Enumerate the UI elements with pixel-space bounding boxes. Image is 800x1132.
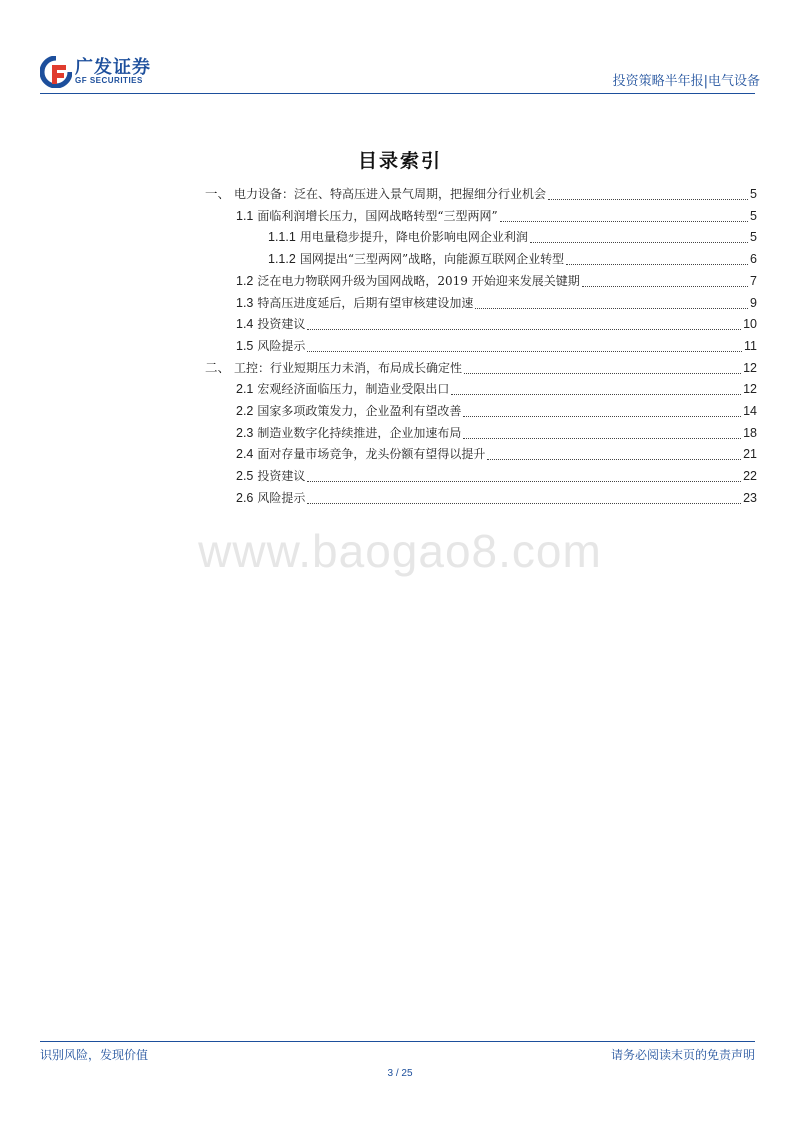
toc-entry-page: 6: [750, 252, 757, 267]
toc-entry-label: 国家多项政策发力，企业盈利有望改善: [257, 404, 462, 418]
toc-entry-page: 11: [744, 338, 757, 353]
toc-entry-label: 制造业数字化持续推进，企业加速布局: [257, 425, 462, 440]
toc-leader-dots: [463, 425, 741, 439]
toc-entry-number: 2.5: [236, 469, 254, 484]
toc-entry-label: 工控：行业短期压力未消，布局成长确定性: [234, 360, 463, 375]
toc-leader-dots: [463, 403, 741, 417]
toc-entry-number: 2.1: [236, 382, 254, 397]
toc-entry-page: 5: [750, 230, 757, 245]
toc-entry[interactable]: [236, 423, 757, 443]
toc-leader-dots: [464, 360, 741, 374]
report-type-label: 投资策略半年报|电气设备: [612, 74, 760, 89]
toc-entry-number: 1.3: [236, 295, 254, 310]
logo-text-cn: 广发证券: [75, 57, 151, 78]
toc-leader-dots: [475, 295, 748, 309]
toc-entry-label: 特高压进度延后，后期有望审核建设加速: [257, 295, 474, 310]
toc-entry-label: 宏观经济面临压力，制造业受限出口: [257, 382, 450, 397]
toc-entry-label: 面对存量市场竞争，龙头份额有望得以提升: [257, 447, 486, 462]
toc-entry[interactable]: [236, 444, 757, 464]
toc-entry-page: 7: [750, 273, 757, 288]
toc-entry-label: 投资建议: [257, 469, 306, 484]
toc-entry-page: 21: [743, 447, 757, 462]
toc-entry-number: 1.1: [236, 208, 254, 223]
toc-entry-page: 9: [750, 295, 757, 310]
toc-entry[interactable]: [236, 271, 757, 291]
toc-entry[interactable]: [236, 293, 757, 313]
toc-entry-label: 电力设备：泛在、特高压进入景气周期，把握细分行业机会: [234, 187, 547, 201]
toc-entry-number: 1.2: [236, 273, 254, 288]
toc-entry-page: 12: [743, 360, 757, 375]
toc-entry-number: 2.6: [236, 490, 254, 505]
toc-entry-label: 风险提示: [257, 338, 306, 353]
toc-entry-number: 1.4: [236, 317, 254, 332]
toc-leader-dots: [487, 446, 741, 460]
toc-entry[interactable]: [205, 184, 757, 204]
toc-leader-dots: [500, 208, 748, 222]
toc-entry[interactable]: [236, 336, 757, 356]
toc-entry-page: 23: [743, 490, 757, 505]
toc-entry-page: 18: [743, 425, 757, 440]
toc-entry[interactable]: [236, 401, 757, 421]
toc-entry-number: 二、: [205, 360, 231, 375]
toc-entry-number: 2.4: [236, 447, 254, 462]
watermark: www.baogao8.com: [198, 525, 602, 577]
toc-entry[interactable]: [236, 488, 757, 508]
gf-logo: [40, 52, 190, 92]
toc-entry-number: 1.1.2: [268, 252, 296, 267]
toc-entry-number: 1.5: [236, 338, 254, 353]
toc-entry-page: 22: [743, 469, 757, 484]
toc-leader-dots: [307, 490, 741, 504]
toc-leader-dots: [307, 316, 741, 330]
toc-leader-dots: [566, 251, 748, 265]
toc-entry-number: 一、: [205, 187, 231, 201]
gf-logo-icon: [40, 56, 72, 88]
toc-entry-label: 风险提示: [257, 490, 306, 505]
toc-entry-page: 5: [750, 187, 757, 201]
toc-entry-number: 1.1.1: [268, 230, 296, 245]
toc-entry[interactable]: [236, 466, 757, 486]
toc-entry-page: 5: [750, 208, 757, 223]
toc-entry[interactable]: [236, 206, 757, 226]
toc-entry-number: 2.3: [236, 425, 254, 440]
page-number: 3 / 25: [387, 1068, 413, 1079]
toc-entry-label: 国网提出“三型两网”战略，向能源互联网企业转型: [299, 252, 565, 267]
toc-title: 目录索引: [357, 150, 442, 172]
toc-leader-dots: [307, 338, 742, 352]
logo-text-en: GF SECURITIES: [75, 76, 143, 85]
toc-leader-dots: [548, 186, 748, 200]
toc-entry-label: 用电量稳步提升，降电价影响电网企业利润: [299, 230, 528, 245]
toc-entry[interactable]: [236, 314, 757, 334]
toc-entry[interactable]: [268, 249, 757, 269]
footer-slogan: 识别风险，发现价值: [40, 1048, 149, 1062]
toc-entry-label: 面临利润增长压力，国网战略转型“三型两网”: [257, 208, 498, 223]
toc-entry[interactable]: [236, 379, 757, 399]
toc-entry-number: 2.2: [236, 404, 254, 418]
toc-leader-dots: [307, 468, 741, 482]
footer-disclaimer: 请务必阅读末页的免责声明: [610, 1048, 755, 1062]
toc-entry-label: 投资建议: [257, 317, 306, 332]
toc-entry-page: 10: [743, 317, 757, 332]
footer-divider: [40, 1041, 755, 1042]
page-header: [40, 52, 760, 92]
toc-leader-dots: [582, 273, 748, 287]
toc-entry[interactable]: [205, 358, 757, 378]
toc-entry-label: 泛在电力物联网升级为国网战略，2019 开始迎来发展关键期: [257, 273, 580, 288]
toc-entry[interactable]: [268, 227, 757, 247]
toc-leader-dots: [451, 381, 741, 395]
toc-entry-page: 12: [743, 382, 757, 397]
header-divider: [40, 93, 755, 94]
toc-leader-dots: [530, 229, 748, 243]
toc-entry-page: 14: [743, 404, 757, 418]
